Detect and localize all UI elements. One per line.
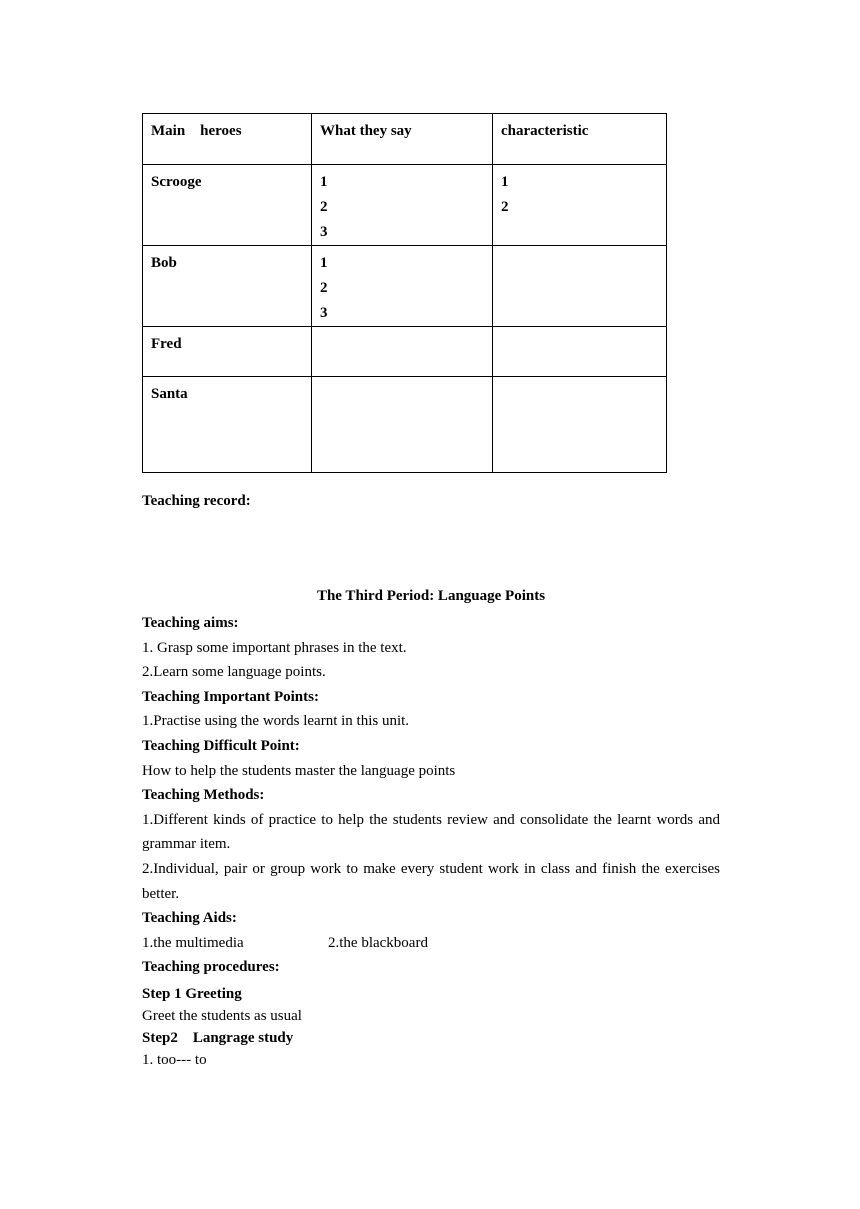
say-number: 2 (320, 199, 328, 215)
important-points-item: 1.Practise using the words learnt in this unit. (142, 713, 410, 730)
aims-item: 1. Grasp some important phrases in the text. (142, 639, 407, 656)
hero-name: Fred (143, 327, 312, 377)
step2-heading: Step2 Langrage study (142, 1030, 294, 1046)
heroes-table (142, 113, 667, 473)
aids-row (142, 931, 720, 956)
table-row (143, 165, 667, 246)
hero-name: Santa (143, 377, 312, 473)
teaching-record-label: Teaching record: (142, 493, 251, 509)
characteristic-cell (493, 377, 667, 473)
procedures-heading: Teaching procedures: (142, 959, 280, 976)
step1-heading: Step 1 Greeting (142, 986, 242, 1002)
aims-item: 2.Learn some language points. (142, 664, 326, 681)
say-cell (312, 246, 493, 327)
important-points-heading: Teaching Important Points: (142, 688, 319, 705)
characteristic-number: 2 (501, 199, 509, 215)
methods-heading: Teaching Methods: (142, 787, 265, 804)
procedures-body (142, 983, 720, 1071)
aids-heading: Teaching Aids: (142, 910, 237, 927)
hero-name: Bob (143, 246, 312, 327)
table-header-row (143, 114, 667, 165)
step2-item: 1. too--- to (142, 1052, 207, 1068)
aids-item: 1.the multimedia (142, 934, 244, 951)
aids-item: 2.the blackboard (328, 934, 428, 951)
say-number: 1 (320, 174, 328, 190)
table-row (143, 246, 667, 327)
lesson-plan-body (142, 611, 720, 980)
characteristic-number: 1 (501, 174, 509, 190)
say-cell (312, 165, 493, 246)
aims-heading: Teaching aims: (142, 615, 239, 631)
methods-item: 2.Individual, pair or group work to make every student work in class and finish the exercises better. (142, 860, 720, 902)
say-number: 3 (320, 224, 328, 240)
difficult-point-heading: Teaching Difficult Point: (142, 737, 300, 754)
header-what-they-say: What they say (312, 114, 493, 165)
say-number: 1 (320, 255, 328, 271)
say-cell (312, 327, 493, 377)
difficult-point-item: How to help the students master the language points (142, 762, 456, 779)
header-main-heroes: Main heroes (143, 114, 312, 165)
step1-text: Greet the students as usual (142, 1008, 302, 1024)
characteristic-cell (493, 327, 667, 377)
characteristic-cell (493, 165, 667, 246)
header-characteristic: characteristic (493, 114, 667, 165)
hero-name: Scrooge (143, 165, 312, 246)
table-row (143, 377, 667, 473)
say-number: 2 (320, 280, 328, 296)
say-cell (312, 377, 493, 473)
methods-item: 1.Different kinds of practice to help the students review and consolidate the learnt words and grammar item. (142, 811, 720, 853)
characteristic-cell (493, 246, 667, 327)
period-title: The Third Period: Language Points (316, 588, 546, 604)
table-row (143, 327, 667, 377)
say-number: 3 (320, 305, 328, 321)
